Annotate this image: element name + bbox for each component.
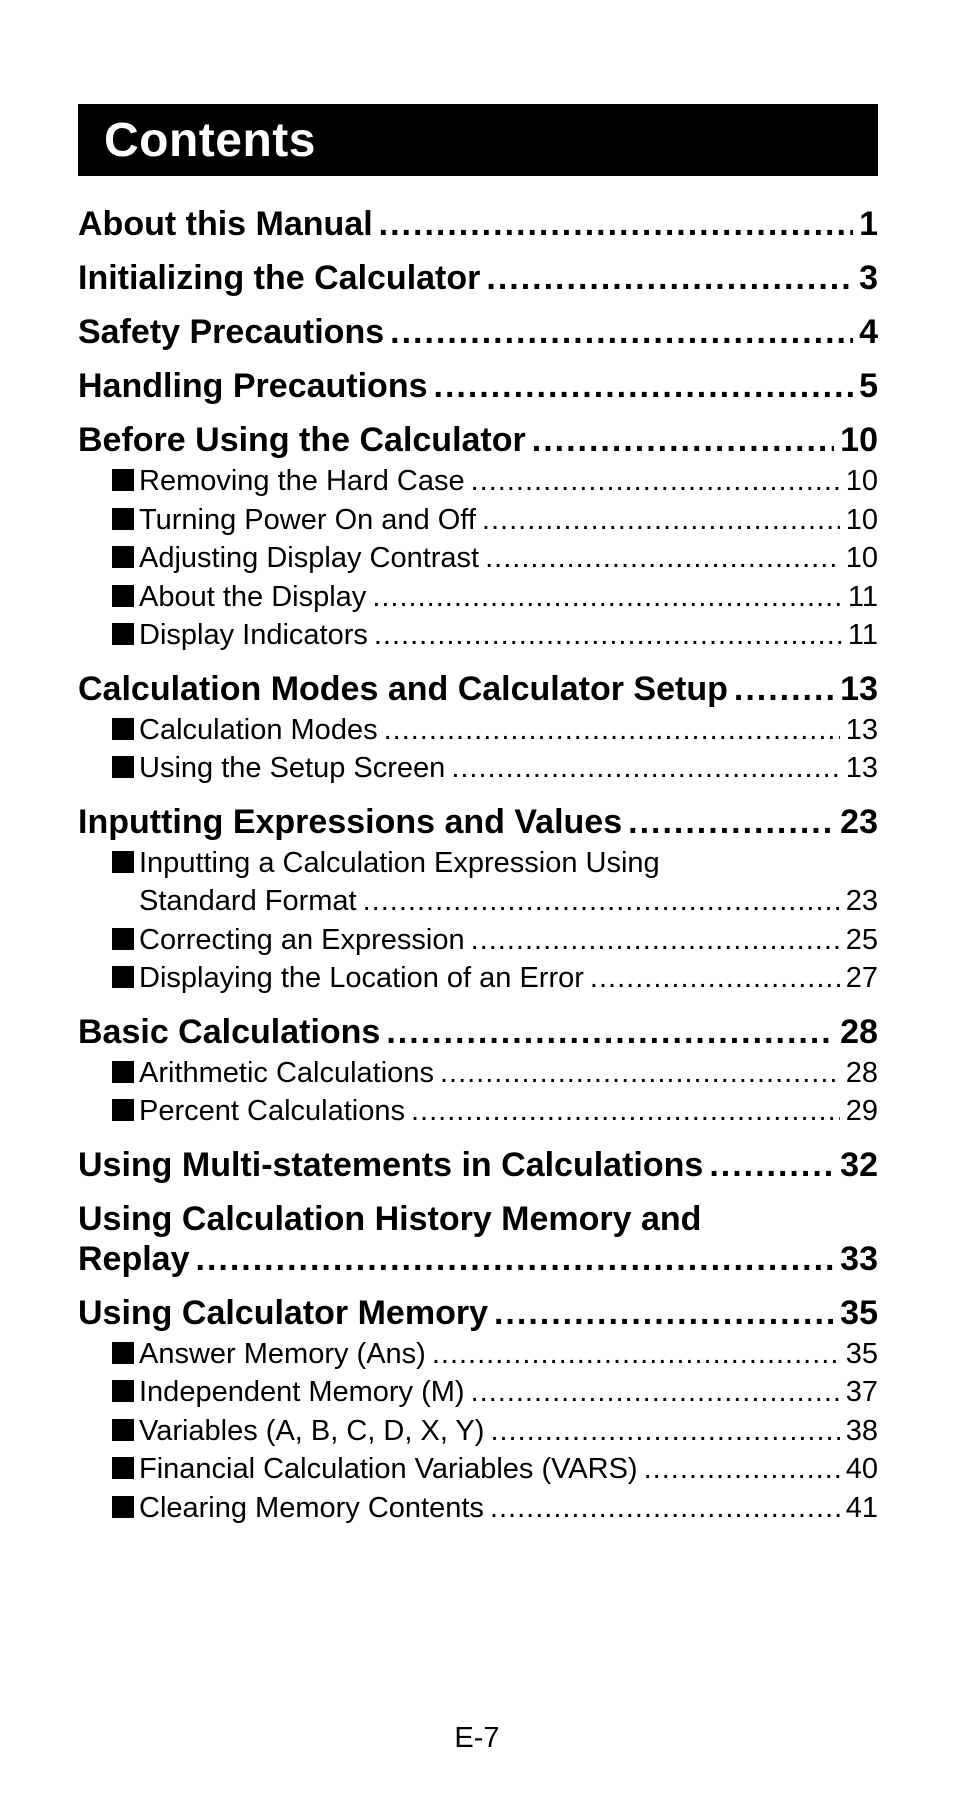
toc-entry-calculation-modes[interactable] — [78, 669, 878, 709]
contents-page — [78, 104, 878, 1541]
toc-page-number: 5 — [859, 367, 878, 405]
leader-dots — [390, 312, 853, 352]
leader-dots — [372, 578, 842, 617]
square-bullet-icon — [112, 1419, 134, 1441]
square-bullet-icon — [112, 1099, 134, 1121]
toc-subentry-title: Calculation Modes — [139, 713, 378, 746]
toc-subentry-title: Arithmetic Calculations — [139, 1056, 434, 1089]
square-bullet-icon — [112, 851, 134, 873]
toc-subentry[interactable] — [78, 578, 878, 617]
toc-entry-title: Basic Calculations — [78, 1012, 381, 1051]
toc-subentry[interactable] — [78, 1054, 878, 1093]
toc-subentry[interactable] — [78, 1092, 878, 1131]
toc-section — [78, 312, 878, 352]
square-bullet-icon — [112, 1061, 134, 1083]
toc-subsection-list — [78, 711, 878, 788]
toc-subentry[interactable] — [78, 921, 878, 960]
toc-page-number: 38 — [845, 1414, 878, 1447]
toc-entry-multi-statements[interactable] — [78, 1145, 878, 1185]
toc-page-number: 4 — [859, 313, 878, 351]
leader-dots — [432, 1335, 840, 1374]
leader-dots — [490, 1412, 839, 1451]
toc-page-number: 40 — [845, 1453, 878, 1485]
toc-subsection-list — [78, 1335, 878, 1528]
toc-subsection-list — [78, 1054, 878, 1131]
toc-entry-title: Using Calculator Memory — [78, 1293, 488, 1332]
leader-dots — [734, 669, 834, 709]
toc-subentry-title: Answer Memory (Ans) — [139, 1337, 426, 1370]
leader-dots — [411, 1092, 840, 1131]
toc-entry-title: About this Manual — [78, 205, 373, 243]
leader-dots — [196, 1239, 835, 1279]
square-bullet-icon — [112, 718, 134, 740]
toc-page-number: 1 — [859, 205, 878, 243]
toc-subentry-title: Adjusting Display Contrast — [139, 542, 480, 574]
toc-subentry-title: Financial Calculation Variables (VARS) — [139, 1453, 638, 1485]
leader-dots — [485, 539, 840, 578]
toc-page-number: 35 — [840, 1293, 878, 1332]
leader-dots — [471, 921, 840, 960]
toc-page-number: 25 — [845, 923, 878, 956]
toc-entry-title: Calculation Modes and Calculator Setup — [78, 669, 728, 708]
toc-subentry-title: Percent Calculations — [139, 1095, 405, 1127]
leader-dots — [374, 616, 842, 655]
leader-dots — [434, 366, 854, 406]
toc-subentry[interactable] — [78, 1412, 878, 1451]
toc-section — [78, 1012, 878, 1131]
toc-page-number: 13 — [845, 713, 878, 746]
toc-page-number: 11 — [847, 580, 878, 613]
toc-subentry-title: Removing the Hard Case — [139, 465, 465, 497]
toc-subentry-title: Variables (A, B, C, D, X, Y) — [139, 1414, 485, 1447]
toc-subentry[interactable] — [78, 1373, 878, 1412]
toc-section — [78, 1145, 878, 1185]
toc-subentry[interactable] — [78, 539, 878, 578]
leader-dots — [440, 1054, 840, 1093]
toc-page-number: 35 — [845, 1337, 878, 1370]
toc-section — [78, 366, 878, 406]
square-bullet-icon — [112, 1496, 134, 1518]
toc-page-number: 10 — [845, 542, 878, 574]
toc-section — [78, 204, 878, 244]
page-title: Contents — [78, 104, 878, 176]
toc-entry-basic-calculations[interactable] — [78, 1012, 878, 1052]
toc-page-number: 13 — [845, 752, 878, 784]
toc-subentry[interactable] — [78, 844, 878, 921]
toc-subsection-list — [78, 462, 878, 655]
square-bullet-icon — [112, 1457, 134, 1479]
square-bullet-icon — [112, 1380, 134, 1402]
toc-entry-safety-precautions[interactable] — [78, 312, 878, 352]
toc-subentry-title: Display Indicators — [139, 619, 368, 651]
toc-entry-title: Inputting Expressions and Values — [78, 802, 623, 841]
toc-subentry[interactable] — [78, 1489, 878, 1528]
toc-page-number: 41 — [845, 1491, 878, 1524]
toc-entry-handling-precautions[interactable] — [78, 366, 878, 406]
toc-entry-before-using[interactable] — [78, 420, 878, 460]
toc-subentry-title: Correcting an Expression — [139, 923, 465, 956]
toc-subentry-title: Independent Memory (M) — [139, 1376, 465, 1408]
toc-entry-title: Before Using the Calculator — [78, 421, 526, 459]
leader-dots — [482, 501, 840, 540]
toc-entry-continuation — [78, 1239, 878, 1279]
toc-subsection-list — [78, 844, 878, 998]
leader-dots — [451, 749, 839, 788]
toc-section — [78, 669, 878, 788]
toc-page-number: 28 — [845, 1056, 878, 1089]
toc-entry-initializing[interactable] — [78, 258, 878, 298]
toc-subentry[interactable] — [78, 749, 878, 788]
toc-entry-about-manual[interactable] — [78, 204, 878, 244]
toc-page-number: 29 — [845, 1095, 878, 1127]
toc-entry-calculator-memory[interactable] — [78, 1293, 878, 1333]
square-bullet-icon — [112, 966, 134, 988]
toc-subentry[interactable] — [78, 462, 878, 501]
toc-page-number: 27 — [845, 962, 878, 994]
page-footer-number: E-7 — [454, 1722, 500, 1754]
toc-subentry-title: Clearing Memory Contents — [139, 1491, 484, 1524]
toc-entry-calculation-history[interactable]: Using Calculation History Memory and — [78, 1199, 702, 1238]
toc-subentry[interactable] — [78, 501, 878, 540]
leader-dots — [494, 1293, 834, 1333]
toc-entry-title: Using Multi-statements in Calculations — [78, 1145, 704, 1184]
leader-dots — [490, 1489, 840, 1528]
leader-dots — [644, 1450, 840, 1489]
toc-page-number: 11 — [847, 619, 878, 651]
toc-page-number: 33 — [840, 1239, 878, 1278]
square-bullet-icon — [112, 623, 134, 645]
leader-dots — [590, 959, 840, 998]
toc-subentry[interactable] — [78, 616, 878, 655]
toc-section — [78, 1199, 878, 1279]
square-bullet-icon — [112, 585, 134, 607]
square-bullet-icon — [112, 546, 134, 568]
toc-subentry[interactable] — [78, 711, 878, 750]
toc-page-number: 10 — [845, 465, 878, 497]
leader-dots — [471, 1373, 840, 1412]
toc-section — [78, 802, 878, 998]
toc-subentry[interactable] — [78, 1335, 878, 1374]
toc-section — [78, 1293, 878, 1528]
toc-page-number: 10 — [840, 421, 878, 459]
toc-subentry-title: Inputting a Calculation Expression Using — [139, 846, 660, 879]
toc-page-number: 3 — [859, 259, 878, 297]
square-bullet-icon — [112, 508, 134, 530]
leader-dots — [532, 420, 834, 460]
toc-section — [78, 258, 878, 298]
toc-page-number: 10 — [845, 503, 878, 536]
toc-page-number: 23 — [845, 885, 878, 917]
leader-dots — [379, 204, 853, 244]
leader-dots — [486, 258, 853, 298]
toc-entry-title: Initializing the Calculator — [78, 259, 481, 297]
table-of-contents — [78, 204, 878, 1527]
leader-dots — [471, 462, 840, 501]
square-bullet-icon — [112, 469, 134, 491]
leader-dots — [363, 882, 840, 921]
toc-page-number: 37 — [845, 1376, 878, 1408]
toc-subentry-title: Using the Setup Screen — [139, 752, 446, 784]
leader-dots — [386, 1012, 834, 1052]
toc-subentry-title: Standard Format — [139, 885, 357, 917]
square-bullet-icon — [112, 928, 134, 950]
toc-subentry-title: Turning Power On and Off — [139, 503, 476, 536]
leader-dots — [384, 711, 840, 750]
toc-subentry[interactable] — [78, 1450, 878, 1489]
square-bullet-icon — [112, 1342, 134, 1364]
toc-entry-title: Handling Precautions — [78, 367, 428, 405]
toc-section — [78, 420, 878, 655]
toc-subentry-title: Displaying the Location of an Error — [139, 962, 584, 994]
toc-subentry[interactable] — [78, 959, 878, 998]
toc-subentry-continuation — [78, 882, 878, 921]
square-bullet-icon — [112, 756, 134, 778]
leader-dots — [628, 802, 834, 842]
toc-page-number: 28 — [840, 1012, 878, 1051]
toc-subentry-title: About the Display — [139, 580, 367, 613]
toc-entry-inputting-expressions[interactable] — [78, 802, 878, 842]
toc-page-number: 32 — [840, 1145, 878, 1184]
leader-dots — [709, 1145, 834, 1185]
toc-entry-title: Replay — [78, 1239, 190, 1278]
toc-entry-title: Safety Precautions — [78, 313, 385, 351]
toc-page-number: 23 — [840, 802, 878, 841]
toc-page-number: 13 — [840, 669, 878, 708]
